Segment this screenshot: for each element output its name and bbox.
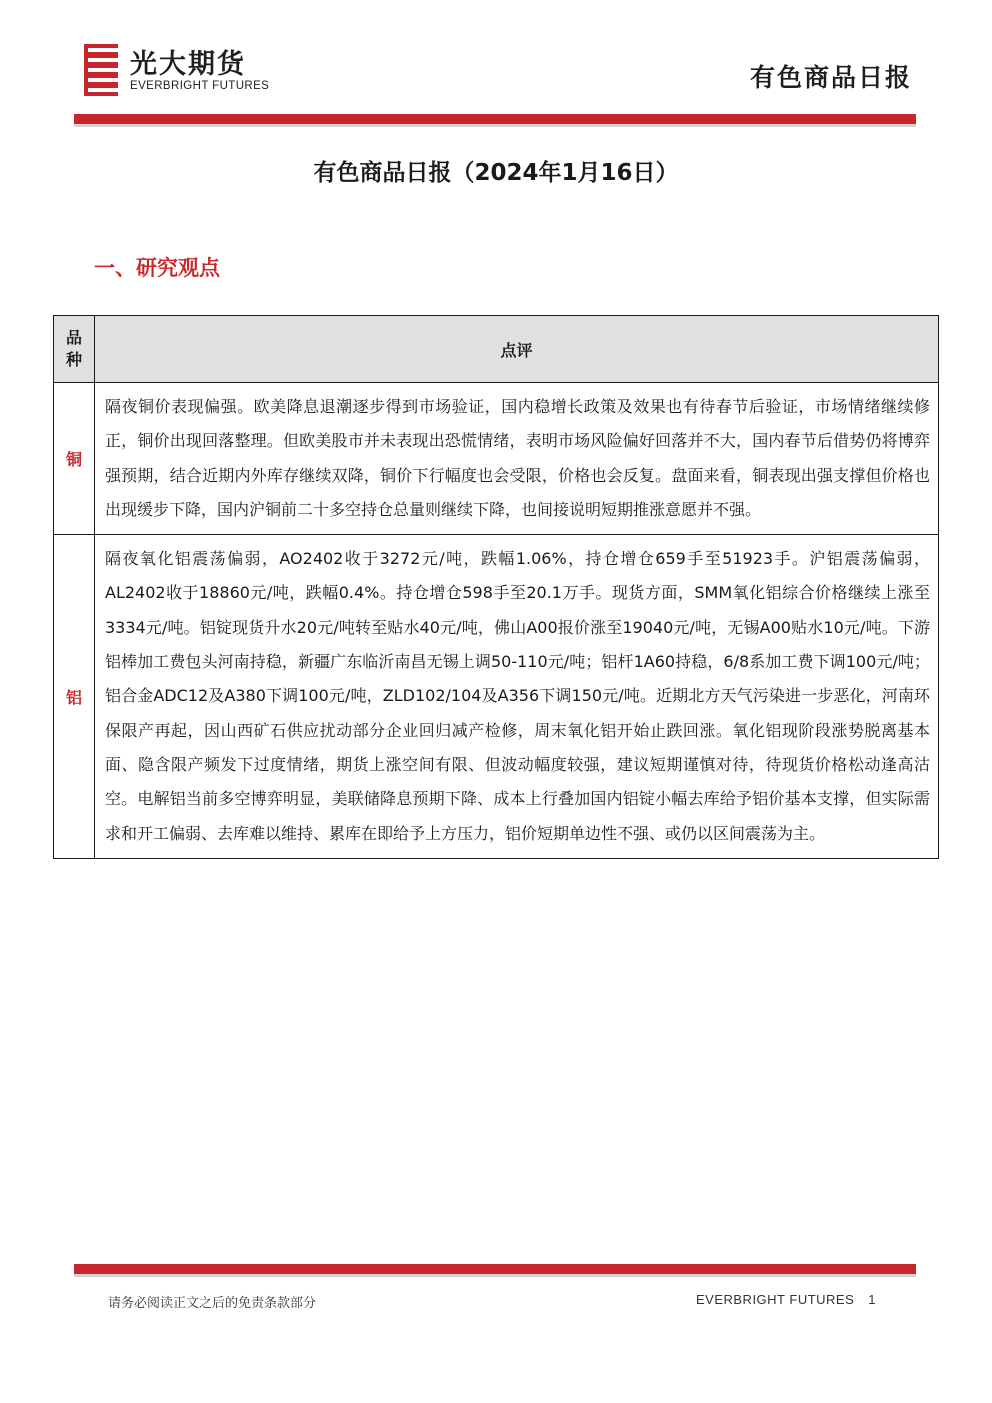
variety-header: 品种 bbox=[54, 316, 95, 383]
report-name: 有色商品日报 bbox=[749, 63, 912, 92]
variety-cell: 铝 bbox=[54, 535, 95, 859]
table-header-row bbox=[54, 316, 939, 383]
document-title: 有色商品日报（2024年1月16日） bbox=[313, 160, 679, 186]
header-divider bbox=[74, 114, 916, 124]
page-number: 1 bbox=[868, 1292, 876, 1307]
comment-cell: 隔夜氧化铝震荡偏弱，AO2402收于3272元/吨，跌幅1.06%，持仓增仓659手至51923手。沪铝震荡偏弱，AL2402收于18860元/吨，跌幅0.4%。持仓增仓598手至20.1万手。现货方面，SMM氧化铝综合价格继续上涨至3334元/吨。铝锭现货升水20元/吨转至贴水40元/吨，佛山A00报价涨至19040元/吨，无锡A00贴水10元/吨。下游铝棒加工费包头河南持稳，新疆广东临沂南昌无锡上调50-110元/吨；铝杆1A60持稳，6/8系加工费下调100元/吨；铝合金ADC12及A380下调100元/吨，ZLD102/104及A356下调150元/吨。近期北方天气污染进一步恶化，河南环保限产再起，因山西矿石供应扰动部分企业回归减产检修，周末氧化铝开始止跌回涨。氧化铝现阶段涨势脱离基本面、隐含限产频发下过度情绪，期货上涨空间有限、但波动幅度较强，建议短期谨慎对待，待现货价格松动逢高沽空。电解铝当前多空博弈明显，美联储降息预期下降、成本上行叠加国内铝锭小幅去库给予铝价基本支撑，但实际需求和开工偏弱、去库难以维持、累库在即给予上方压力，铝价短期单边性不强、或仍以区间震荡为主。 bbox=[95, 535, 939, 859]
footer-brand: EVERBRIGHT FUTURES bbox=[695, 1292, 855, 1307]
section-heading: 一、研究观点 bbox=[94, 256, 220, 280]
table-row-aluminum bbox=[54, 535, 939, 859]
footer-divider bbox=[74, 1264, 916, 1274]
comment-cell: 隔夜铜价表现偏强。欧美降息退潮逐步得到市场验证，国内稳增长政策及效果也有待春节后验证，市场情绪继续修正，铜价出现回落整理。但欧美股市并未表现出恐慌情绪，表明市场风险偏好回落并不大，国内春节后借势仍将博弈强预期，结合近期内外库存继续双降，铜价下行幅度也会受限，价格也会反复。盘面来看，铜表现出强支撑但价格也出现缓步下降，国内沪铜前二十多空持仓总量则继续下降，也间接说明短期推涨意愿并不强。 bbox=[95, 383, 939, 535]
logo-english-name: EVERBRIGHT FUTURES bbox=[130, 80, 270, 92]
everbright-logo-icon bbox=[74, 44, 118, 96]
company-logo bbox=[74, 40, 284, 100]
disclaimer-note: 请务必阅读正文之后的免责条款部分 bbox=[108, 1296, 317, 1311]
footer-brand-page bbox=[696, 1292, 876, 1307]
research-views-table bbox=[53, 315, 939, 859]
table-row-copper bbox=[54, 383, 939, 535]
variety-cell: 铜 bbox=[54, 383, 95, 535]
comment-header: 点评 bbox=[95, 316, 939, 383]
logo-chinese-name: 光大期货 bbox=[130, 49, 246, 80]
